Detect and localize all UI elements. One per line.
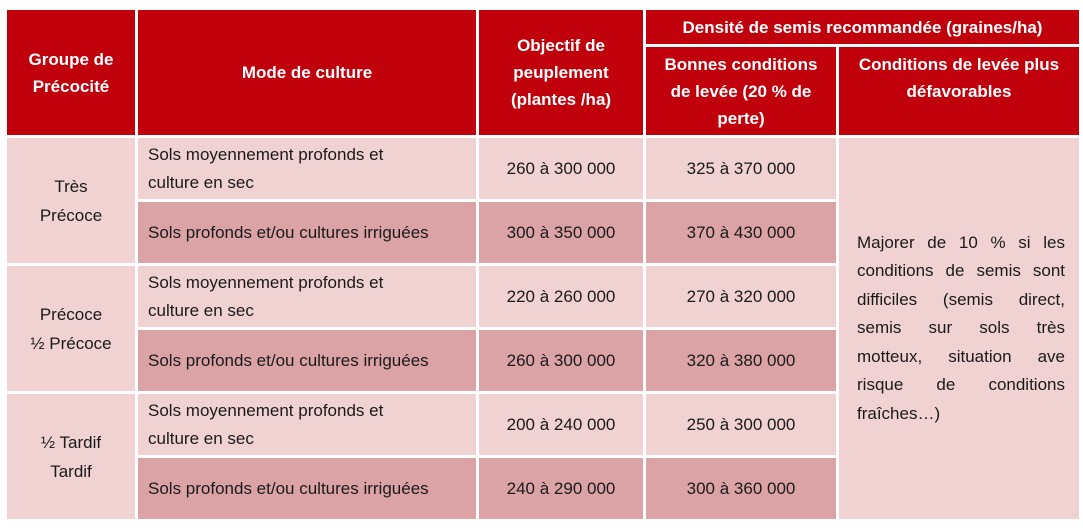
- table-row-mode: Sols profonds et/ou cultures irriguées: [137, 457, 478, 521]
- group-label-precoce-demi-precoce: Précoce ½ Précoce: [6, 265, 137, 393]
- table-row-mode: Sols profonds et/ou cultures irriguées: [137, 329, 478, 393]
- objective-value: 260 à 300 000: [478, 137, 645, 201]
- objective-value: 220 à 260 000: [478, 265, 645, 329]
- group-label-tres-precoce: Très Précoce: [6, 137, 137, 265]
- table-row-mode: Sols moyennement profonds et culture en sec: [137, 137, 478, 201]
- good-conditions-value: 250 à 300 000: [645, 393, 838, 457]
- density-table-wrapper: [4, 7, 1082, 522]
- table-row-mode: Sols moyennement profonds et culture en sec: [137, 265, 478, 329]
- good-conditions-value: 320 à 380 000: [645, 329, 838, 393]
- objective-value: 200 à 240 000: [478, 393, 645, 457]
- group-label-demi-tardif-tardif: ½ Tardif Tardif: [6, 393, 137, 521]
- header-mode-culture: Mode de culture: [137, 9, 478, 137]
- header-objectif-peuplement: Objectif de peuplement (plantes /ha): [478, 9, 645, 137]
- header-densite-semis: Densité de semis recommandée (graines/ha): [645, 9, 1081, 46]
- table-row-mode: Sols moyennement profonds et culture en sec: [137, 393, 478, 457]
- table-row-mode: Sols profonds et/ou cultures irriguées: [137, 201, 478, 265]
- objective-value: 240 à 290 000: [478, 457, 645, 521]
- good-conditions-value: 370 à 430 000: [645, 201, 838, 265]
- good-conditions-value: 325 à 370 000: [645, 137, 838, 201]
- header-bonnes-conditions: Bonnes conditions de levée (20 % de perte): [645, 46, 838, 137]
- header-conditions-defavorables: Conditions de levée plus défavorables: [838, 46, 1081, 137]
- header-group-precocite: Groupe de Précocité: [6, 9, 137, 137]
- objective-value: 300 à 350 000: [478, 201, 645, 265]
- good-conditions-value: 270 à 320 000: [645, 265, 838, 329]
- unfavorable-conditions-note: Majorer de 10 % si les conditions de semis sont difficiles (semis direct, semis sur sols très motteux, situation ave risque de conditions fraîches…): [838, 137, 1081, 521]
- sowing-density-table: [4, 7, 1082, 522]
- objective-value: 260 à 300 000: [478, 329, 645, 393]
- good-conditions-value: 300 à 360 000: [645, 457, 838, 521]
